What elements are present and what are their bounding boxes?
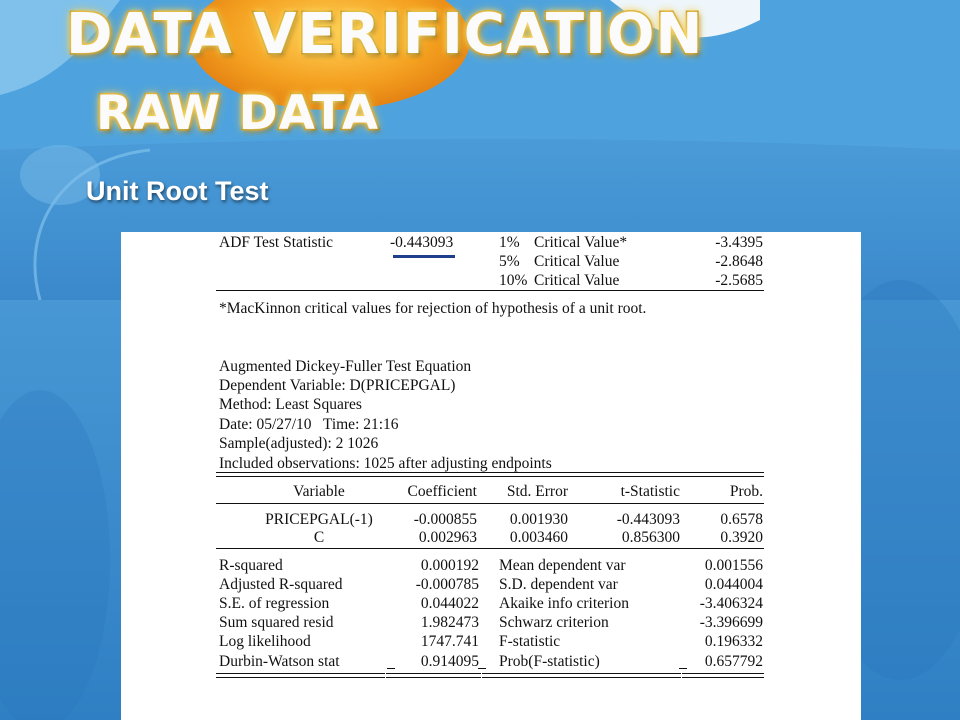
crit-label-3: Critical Value <box>534 272 620 289</box>
row2-std-error: 0.003460 <box>509 529 568 546</box>
row2-t-statistic: 0.856300 <box>621 529 680 546</box>
stat-right-value-2: 0.044004 <box>704 576 763 593</box>
row1-variable: PRICEPGAL(-1) <box>265 511 373 528</box>
stat-left-value-4: 1.982473 <box>420 614 479 631</box>
header-variable: Variable <box>293 483 345 500</box>
equation-title: Augmented Dickey-Fuller Test Equation <box>219 358 472 375</box>
stat-right-value-6: 0.657792 <box>704 653 763 670</box>
crit-pct-2: 5% <box>499 253 520 270</box>
stat-left-label-2: Adjusted R-squared <box>219 576 343 593</box>
row-tick-3 <box>679 668 687 669</box>
slide-title-line1: DATA VERIFICATION <box>66 2 704 67</box>
stat-right-value-4: -3.396699 <box>699 614 763 631</box>
crit-value-1: -3.4395 <box>715 234 763 251</box>
sample: Sample(adjusted): 2 1026 <box>219 435 379 452</box>
row1-coefficient: -0.000855 <box>413 511 477 528</box>
method: Method: Least Squares <box>219 396 362 413</box>
bottom-gap-1 <box>385 672 388 678</box>
mackinnon-footnote: *MacKinnon critical values for rejection of hypothesis of a unit root. <box>219 300 647 317</box>
regression-output-panel <box>121 232 861 720</box>
crit-pct-1: 1% <box>499 234 520 251</box>
adf-value-underline <box>393 255 455 258</box>
crit-label-2: Critical Value <box>534 253 620 270</box>
crit-pct-3: 10% <box>499 272 528 289</box>
stat-right-value-5: 0.196332 <box>704 633 763 650</box>
stat-left-value-1: 0.000192 <box>420 557 479 574</box>
row-tick-2 <box>478 668 486 669</box>
row1-std-error: 0.001930 <box>509 511 568 528</box>
divider-table-top <box>216 472 764 477</box>
slide-subtitle: Unit Root Test <box>86 176 269 206</box>
stat-right-label-4: Schwarz criterion <box>499 614 609 631</box>
bottom-gap-3 <box>681 672 684 678</box>
stat-left-value-5: 1747.741 <box>420 633 479 650</box>
header-prob: Prob. <box>729 483 763 500</box>
stat-left-label-3: S.E. of regression <box>219 595 330 612</box>
row1-t-statistic: -0.443093 <box>616 511 680 528</box>
stat-left-label-6: Durbin-Watson stat <box>219 653 340 670</box>
bottom-gap-2 <box>481 672 484 678</box>
stat-left-label-1: R-squared <box>219 557 283 574</box>
stat-left-value-3: 0.044022 <box>420 595 479 612</box>
stat-right-label-1: Mean dependent var <box>499 557 626 574</box>
divider-adf <box>216 290 764 291</box>
crit-value-3: -2.5685 <box>715 272 763 289</box>
slide-title-line2: RAW DATA <box>96 86 380 141</box>
stat-right-value-3: -3.406324 <box>699 595 763 612</box>
stat-right-label-6: Prob(F-statistic) <box>499 653 600 670</box>
stat-right-label-2: S.D. dependent var <box>499 576 618 593</box>
dependent-variable: Dependent Variable: D(PRICEPGAL) <box>219 377 456 394</box>
stat-right-value-1: 0.001556 <box>704 557 763 574</box>
stat-left-value-6: 0.914095 <box>420 653 479 670</box>
crit-value-2: -2.8648 <box>715 253 763 270</box>
header-std-error: Std. Error <box>506 483 568 500</box>
header-coefficient: Coefficient <box>407 483 477 500</box>
stat-right-label-5: F-statistic <box>499 633 561 650</box>
stat-left-label-5: Log likelihood <box>219 633 311 650</box>
divider-coef <box>216 548 764 549</box>
included-observations: Included observations: 1025 after adjusting endpoints <box>219 455 552 472</box>
stat-left-value-2: -0.000785 <box>415 576 479 593</box>
header-t-statistic: t-Statistic <box>620 483 680 500</box>
stat-left-label-4: Sum squared resid <box>219 614 334 631</box>
crit-label-1: Critical Value* <box>534 234 628 251</box>
row1-prob: 0.6578 <box>720 511 763 528</box>
stat-right-label-3: Akaike info criterion <box>499 595 629 612</box>
row2-coefficient: 0.002963 <box>418 529 477 546</box>
date-time: Date: 05/27/10 Time: 21:16 <box>219 416 399 433</box>
adf-value: -0.443093 <box>390 234 454 251</box>
adf-label: ADF Test Statistic <box>219 234 334 251</box>
row-tick-1 <box>387 668 395 669</box>
row2-variable: C <box>313 529 325 546</box>
row2-prob: 0.3920 <box>720 529 763 546</box>
divider-header <box>216 503 764 504</box>
